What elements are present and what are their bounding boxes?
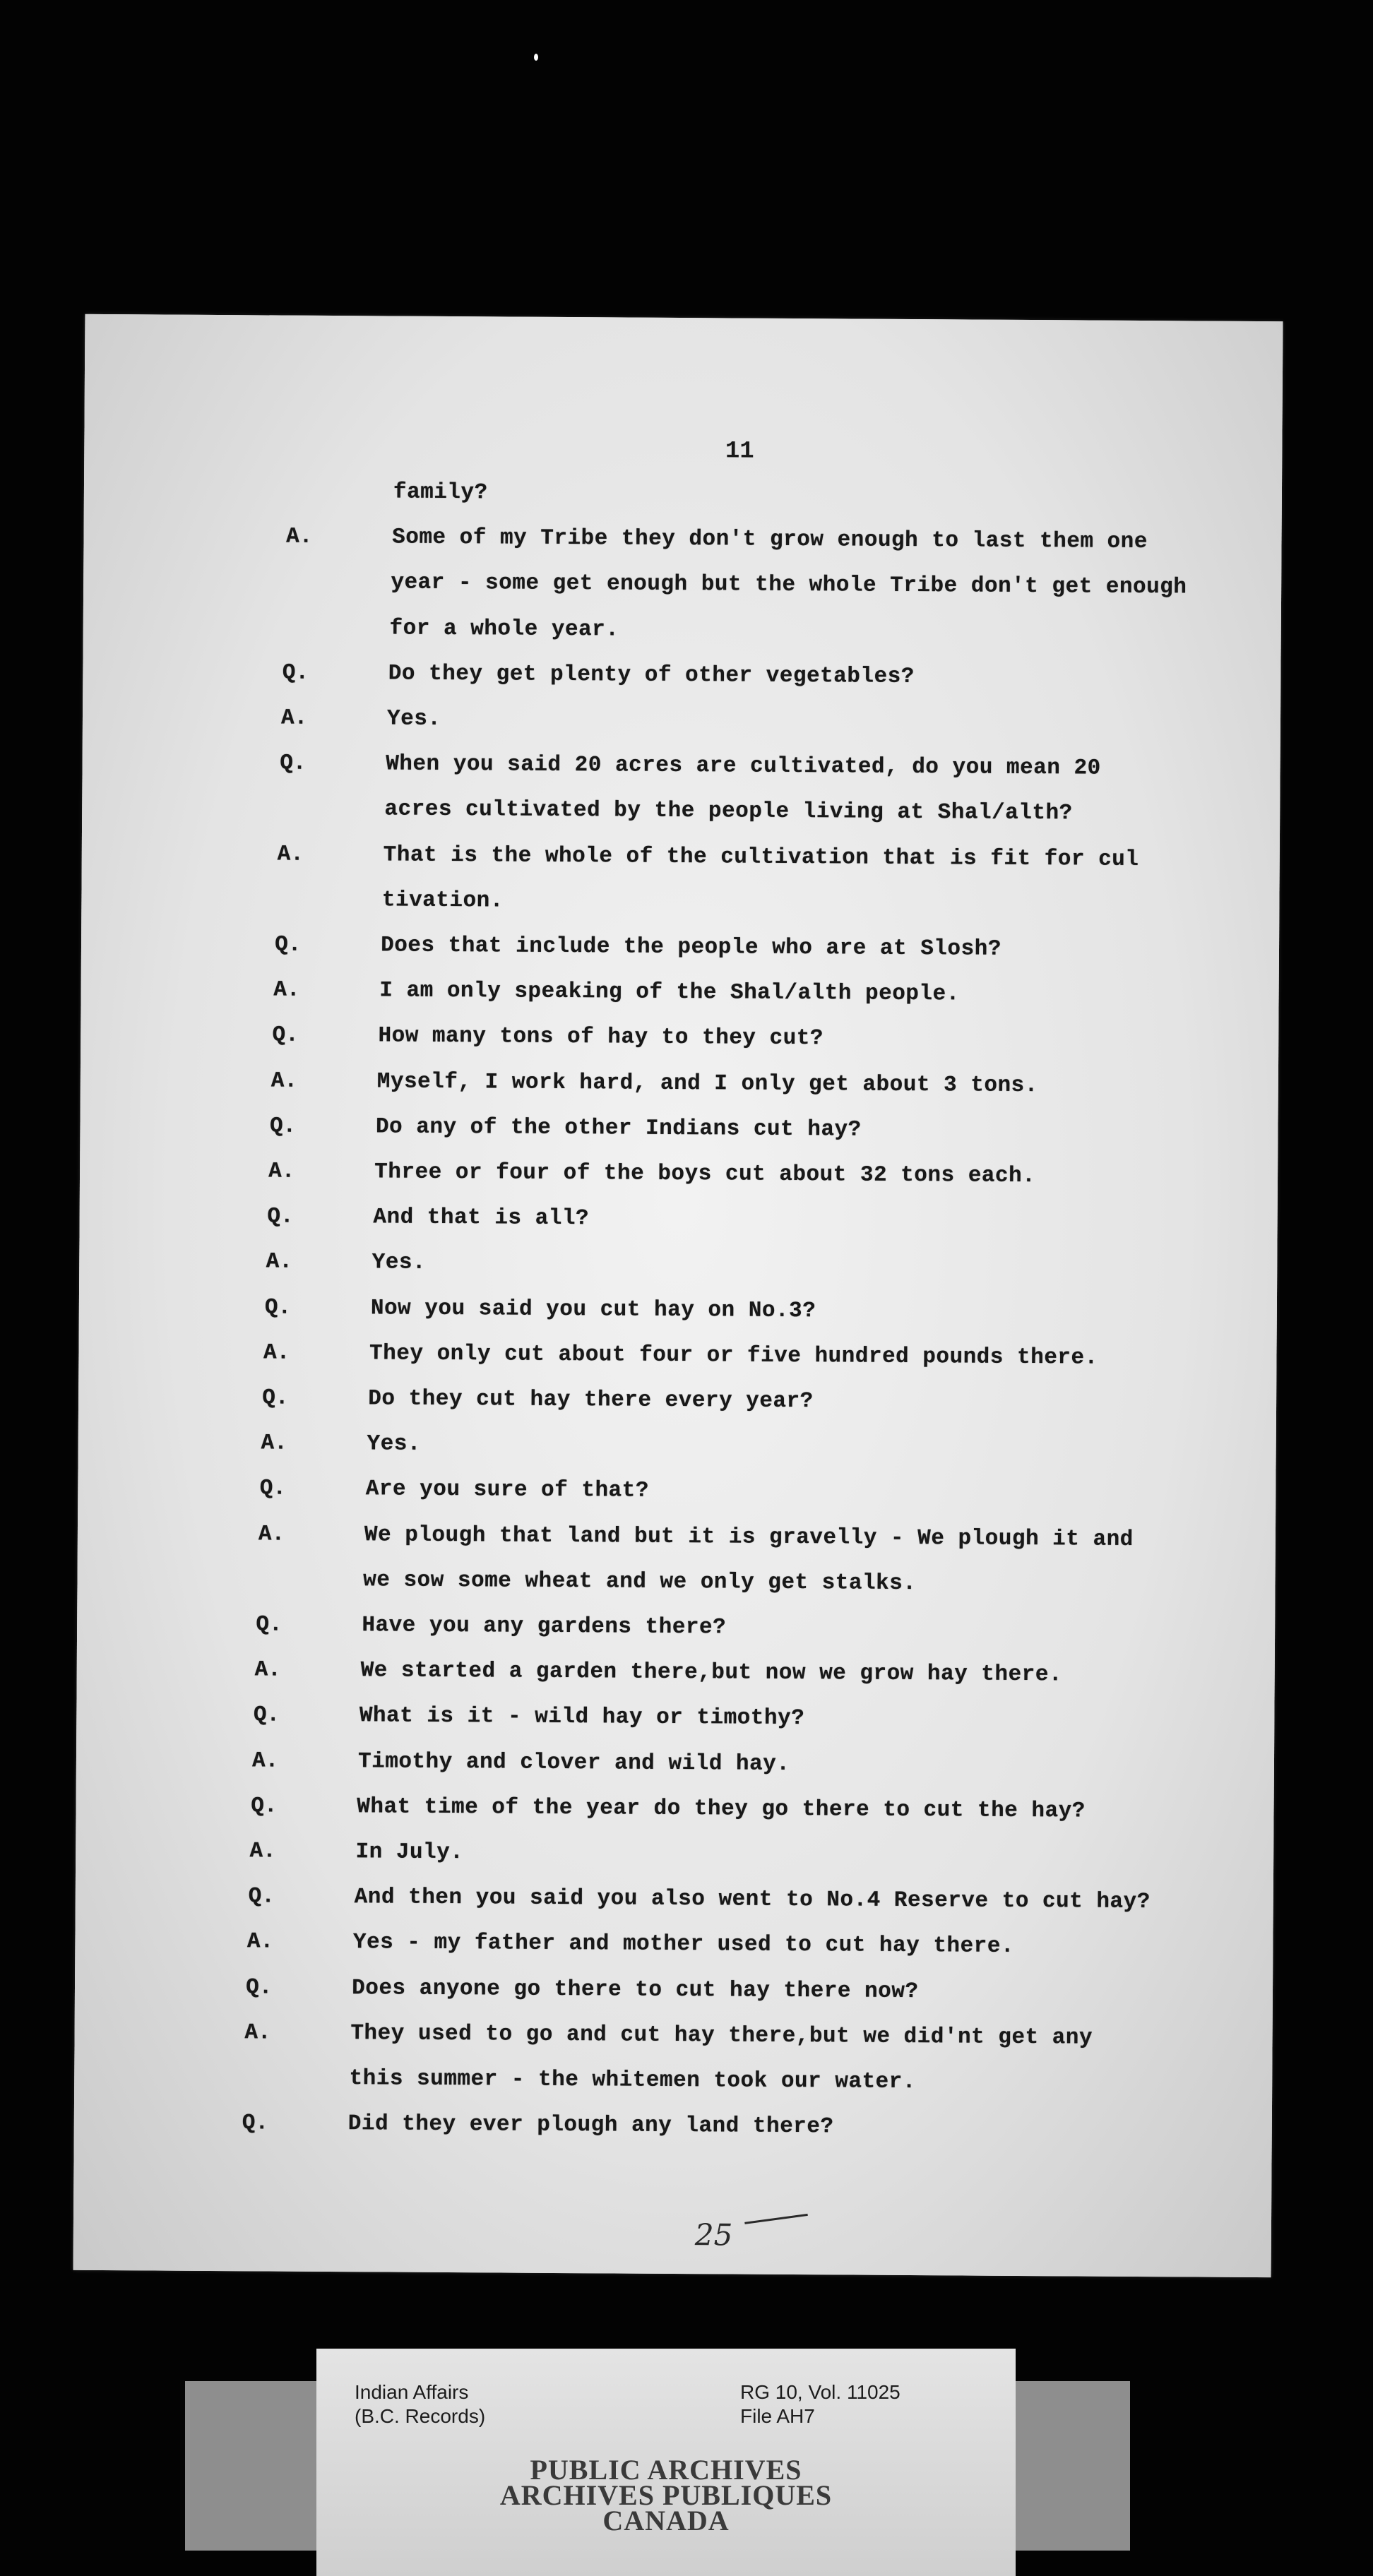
transcript-line: Have you any gardens there? <box>362 1613 727 1640</box>
label-file: File AH7 <box>740 2405 815 2427</box>
archives-stamp <box>316 2454 1016 2536</box>
transcript-line: We started a garden there,but now we grow hay there. <box>360 1658 1063 1688</box>
transcript-line: They only cut about four or five hundred pounds there. <box>369 1341 1098 1371</box>
transcript-line: When you said 20 acres are cultivated, do you mean 20 <box>386 751 1101 781</box>
speaker-marker: A. <box>251 1748 279 1774</box>
transcript-line: tivation. <box>381 888 504 914</box>
transcript-line: What time of the year do they go there to cut the hay? <box>357 1794 1086 1824</box>
transcript-line: Yes. <box>372 1250 427 1276</box>
stamp-line-3: CANADA <box>602 2505 730 2536</box>
transcript-line: Does anyone go there to cut hay there now? <box>352 1975 919 2004</box>
transcript-line: Did they ever plough any land there? <box>347 2111 834 2140</box>
speaker-marker: A. <box>254 1657 281 1683</box>
transcript-body <box>73 314 1283 2277</box>
speaker-marker: Q. <box>267 1204 294 1229</box>
transcript-line: What is it - wild hay or timothy? <box>359 1703 805 1731</box>
transcript-line: Do they cut hay there every year? <box>368 1386 814 1414</box>
speaker-marker: A. <box>246 1929 274 1955</box>
speaker-marker: A. <box>249 1839 276 1864</box>
label-series: (B.C. Records) <box>355 2405 486 2427</box>
transcript-line: That is the whole of the cultivation that is fit for cul <box>383 842 1139 872</box>
transcript-line: for a whole year. <box>389 616 619 643</box>
speaker-marker: A. <box>273 977 300 1003</box>
transcript-line: Yes. <box>386 706 441 732</box>
transcript-line: How many tons of hay to they cut? <box>378 1023 824 1051</box>
transcript-line: year - some get enough but the whole Tribe don't get enough <box>391 570 1187 600</box>
transcript-line: In July. <box>355 1839 464 1866</box>
transcript-line: And that is all? <box>373 1205 590 1232</box>
transcript-line: Some of my Tribe they don't grow enough to last them one <box>392 525 1148 555</box>
speaker-marker: Q. <box>264 1295 292 1320</box>
transcript-line: They used to go and cut hay there,but we did'nt get any <box>350 2020 1093 2051</box>
label-fonds: Indian Affairs <box>355 2381 469 2403</box>
transcript-line: Does that include the people who are at Slosh? <box>381 933 1001 962</box>
speaker-marker: Q. <box>253 1703 280 1728</box>
speaker-marker: Q. <box>280 751 307 776</box>
page-number: 11 <box>725 438 754 465</box>
speaker-marker: Q. <box>269 1114 297 1139</box>
label-reference: RG 10, Vol. 11025 <box>740 2381 901 2403</box>
transcript-line: Do any of the other Indians cut hay? <box>375 1114 862 1143</box>
speaker-marker: Q. <box>259 1476 287 1502</box>
label-backing-right <box>1016 2381 1130 2551</box>
speaker-marker: Q. <box>248 1884 275 1909</box>
transcript-line: Now you said you cut hay on No.3? <box>370 1295 816 1323</box>
speaker-marker: A. <box>266 1249 292 1275</box>
transcript-line: We plough that land but it is gravelly - We plough it and <box>364 1522 1134 1552</box>
stamp-line-1: PUBLIC ARCHIVES <box>530 2454 802 2486</box>
speaker-marker: Q. <box>251 1794 278 1819</box>
transcript-line: Yes. <box>367 1431 422 1457</box>
transcript-line: family? <box>393 479 488 506</box>
speaker-marker: A. <box>271 1068 298 1094</box>
typed-page <box>73 314 1283 2277</box>
speaker-marker: Q. <box>242 2111 269 2136</box>
speaker-marker: Q. <box>282 660 309 686</box>
transcript-line: this summer - the whitemen took our water. <box>349 2066 917 2095</box>
transcript-line: Are you sure of that? <box>365 1477 650 1504</box>
speaker-marker: Q. <box>246 1974 273 2000</box>
transcript-line: Myself, I work hard, and I only get about 3 tons. <box>376 1068 1038 1098</box>
speaker-marker: A. <box>280 705 308 731</box>
speaker-marker: Q. <box>256 1612 283 1638</box>
speaker-marker: A. <box>277 842 304 867</box>
label-backing-left <box>185 2381 316 2551</box>
transcript-line: acres cultivated by the people living at Shal/alth? <box>384 797 1073 826</box>
film-speck <box>534 54 538 61</box>
transcript-line: And then you said you also went to No.4 Reserve to cut hay? <box>354 1885 1151 1915</box>
transcript-line: Yes - my father and mother used to cut hay there. <box>352 1930 1015 1960</box>
handwritten-page-note: 25 <box>694 2217 733 2253</box>
speaker-marker: A. <box>244 2020 271 2046</box>
speaker-marker: A. <box>263 1340 290 1366</box>
stamp-line-2: ARCHIVES PUBLIQUES <box>499 2479 833 2511</box>
speaker-marker: Q. <box>275 932 302 958</box>
speaker-marker: A. <box>268 1159 295 1184</box>
transcript-line: we sow some wheat and we only get stalks. <box>363 1568 917 1596</box>
speaker-marker: A. <box>286 524 313 550</box>
transcript-line: Timothy and clover and wild hay. <box>357 1748 790 1777</box>
transcript-line: I am only speaking of the Shal/alth people. <box>379 978 960 1007</box>
transcript-line: Three or four of the boys cut about 32 tons each. <box>374 1159 1036 1189</box>
speaker-marker: Q. <box>272 1022 299 1049</box>
speaker-marker: A. <box>261 1431 287 1456</box>
transcript-line: Do they get plenty of other vegetables? <box>388 661 915 689</box>
speaker-marker: Q. <box>262 1385 289 1411</box>
speaker-marker: A. <box>258 1521 285 1547</box>
